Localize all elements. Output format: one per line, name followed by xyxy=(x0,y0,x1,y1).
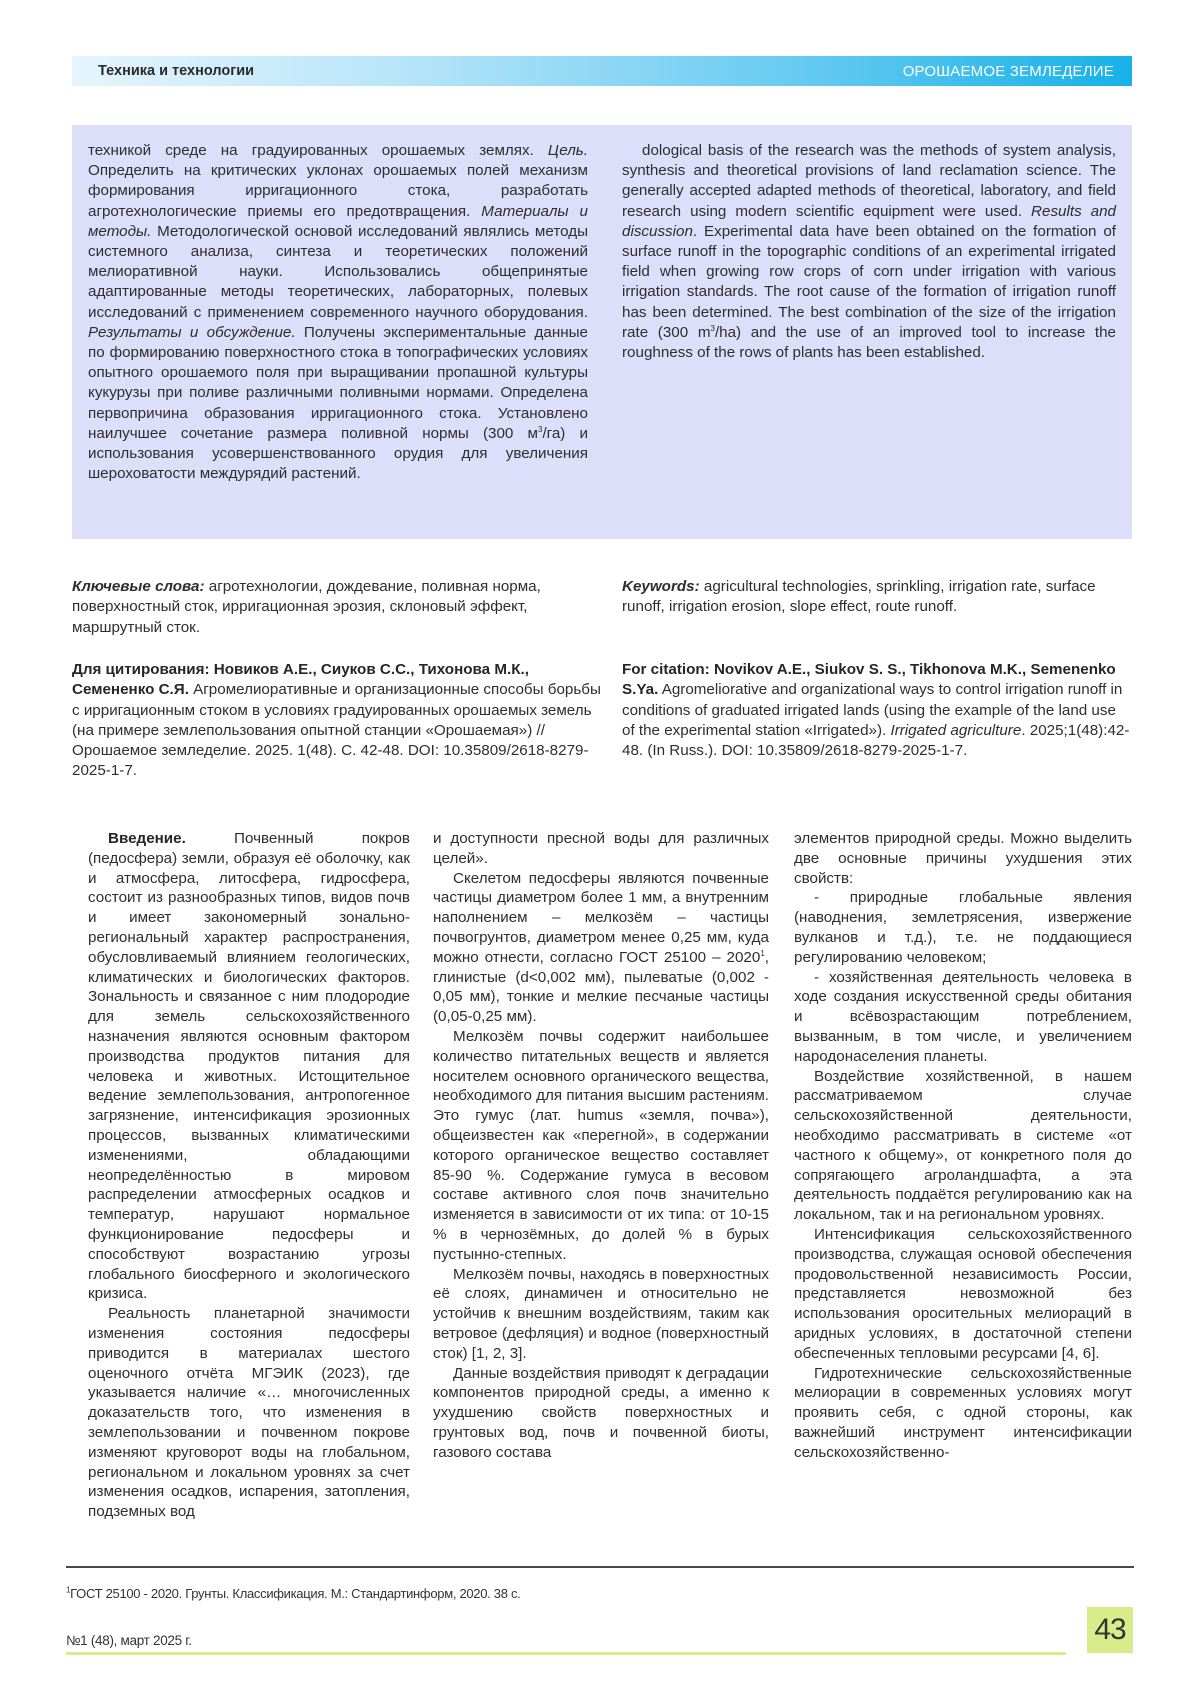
paragraph: Реальность планетарной значимости изменения состояния педосферы приводится в материалах шестого оценочного отчёта МГЭИК (2023), где указывается наличие «… многочисленных доказательств того, что изменения в землепользовании и почвенном покрове изменяют круговорот воды на глобальном, региональном и локальном уровнях за счет изменения осадков, испарения, затопления, подземных вод xyxy=(88,1305,410,1521)
footnote-text: ГОСТ 25100 - 2020. Грунты. Классификация. М.: Стандартинформ, 2020. 38 с. xyxy=(70,1586,521,1601)
citation-en xyxy=(622,660,1132,761)
abstract-ru xyxy=(88,141,588,484)
keywords-ru-label: Ключевые слова: xyxy=(72,578,205,595)
results-end: /га) и использования усовершенствованного орудия для увеличения шероховатости междурядий растений. xyxy=(88,424,589,483)
paragraph xyxy=(88,829,410,1304)
page-number: 43 xyxy=(1087,1607,1133,1653)
keywords-ru xyxy=(72,577,612,638)
paragraph: Интенсификация сельскохозяйственного производства, служащая основой обеспечения продовольственной независимость России, представляется невозможной без использования оросительных мелиораций в аридных условиях, в достаточной степени обеспеченных тепловыми ресурсами [4, 6]. xyxy=(794,1225,1132,1362)
journal-title: ОРОШАЕМОЕ ЗЕМЛЕДЕЛИЕ xyxy=(902,62,1114,80)
citation-en-authors: For citation: Novikov A.E., Siukov S. S., Tikhonova M.K., Semenenko S.Ya. xyxy=(622,661,1116,699)
methods-text: Методологической основой исследований являлись методы системного анализа, синтеза и теоретических положений мелиоративной науки. Использовались общепринятые адаптированные методы теоретических, лабораторных, полевых исследований с применением современного научного оборудования. xyxy=(88,222,588,321)
footnote-ref[interactable]: 1 xyxy=(760,948,765,958)
abstract-en xyxy=(622,141,1116,363)
body-column-3 xyxy=(794,829,1132,1463)
citation-ru-text: Агромелиоративные и организационные способы борьбы с ирригационным стоком в условиях градуированных орошаемых земель (на примере землепользования опытной станции «Орошаемая») // Орошаемое земледелие. 2025. 1(48). С. 42-48. DOI: 10.35809/2618-8279-2025-1-7. xyxy=(72,681,601,780)
results-label: Результаты и обсуждение. xyxy=(88,323,296,341)
footnote xyxy=(66,1586,520,1601)
citation-en-journal: Irrigated agriculture xyxy=(890,721,1022,739)
paragraph: Воздействие хозяйственной, в нашем рассматриваемом случае сельскохозяйственной деятельности, необходимо рассматривать в системе «от частного к общему», от конкретного поля до сопрягающего агроландшафта, а эта деятельность поддаётся регулированию как на локальном, так и на региональном уровнях. xyxy=(794,1067,1132,1224)
body-column-2 xyxy=(433,829,769,1463)
results-text: Получены экспериментальные данные по формированию поверхностного стока в топографических условиях опытного орошаемого поля при выращивании пропашной культуры кукурузы при поливе различными поливными нормами. Определена первопричина образования ирригационного стока. Установлено наилучшее сочетание размера поливной нормы (300 м xyxy=(88,323,589,442)
paragraph-text: Почвенный покров (педосфера) земли, образуя её оболочку, как и атмосфера, литосфера, гидросфера, состоит из разнообразных типов, видов почв и имеет закономерный зонально-региональный характер распространения, обусловливаемый влиянием геологических, климатических и биологических факторов. Зональность и связанное с ним плодородие для земель сельскохозяйственного назначения являются основным фактором производства продуктов питания для человека и животных. Истощительное ведение землепользования, антропогенное загрязнение, интенсификация эрозионных процессов, вызванных климатическими изменениями, обладающими неопределённостью в мировом распределении атмосферных осадков и температур, нарушают нормальное функционирование педосферы и способствуют возрастанию угрозы глобального биосферного и экологического кризиса. xyxy=(88,830,410,1303)
keywords-en-label: Keywords: xyxy=(622,578,700,595)
abstract-box xyxy=(72,125,1132,539)
keywords-en xyxy=(622,577,1132,618)
paragraph: и доступности пресной воды для различных целей». xyxy=(433,830,769,867)
goal-label: Цель. xyxy=(547,142,588,159)
citation-ru xyxy=(72,660,612,782)
list-item: - хозяйственная деятельность человека в ходе создания искусственной среды обитания и всёвозрастающим потреблением, вызванным, в том числе, и увеличением народонаселения планеты. xyxy=(794,968,1132,1065)
footer-divider xyxy=(66,1652,1066,1655)
paragraph: Мелкозём почвы содержит наибольшее количество питательных веществ и является носителем основного органического вещества, необходимого для питания высшим растениям. Это гумус (лат. humus «земля, почва»), общеизвестен как «перегной», в содержании которого органическое вещество составляет 85-90 %. Содержание гумуса в весовом составе активного слоя почв значительно изменяется в зависимости от их типа: от 10-15 % в чернозёмных, до долей % в бурых пустынно-степных. xyxy=(433,1027,769,1263)
citation-en-tail: . 2025;1(48):42-48. (In Russ.). DOI: 10.35809/2618-8279-2025-1-7. xyxy=(622,721,1130,760)
issue-info: №1 (48), март 2025 г. xyxy=(66,1633,192,1648)
paragraph-text: Скелетом педосферы являются почвенные частицы диаметром более 1 мм, а внутренним наполнением – мелкозём – частицы почвогрунтов, диаметром менее 0,25 мм, куда можно отнести, согласно ГОСТ 25100 – 2020 xyxy=(433,869,769,966)
footnote-marker: 1 xyxy=(66,1585,71,1595)
keywords-ru-text: агротехнологии, дождевание, поливная норма, поверхностный сток, ирригационная эрозия, склоновый эффект, маршрутный сток. xyxy=(72,578,541,636)
footnote-divider xyxy=(66,1566,1134,1568)
paragraph: элементов природной среды. Можно выделить две основные причины ухудшения этих свойств: xyxy=(794,830,1132,887)
paragraph-text: , глинистые (d<0,002 мм), пылеватые (0,002 - 0,05 мм), тонкие и мелкие песчаные частицы (0,05-0,25 мм). xyxy=(433,948,769,1026)
results-label-en: Results and discussion xyxy=(622,202,1116,240)
list-item: - природные глобальные явления (наводнения, землетрясения, извержение вулканов и т.д.), т.е. не поддающиеся регулированию человеком; xyxy=(794,889,1132,966)
abstract-en-mid: . Experimental data have been obtained on the formation of surface runoff in the topographic conditions of an experimental irrigated field when growing row crops of corn under irrigation with various irrigation standards. The root cause of the formation of irrigation runoff has been determined. The best combination of the size of the irrigation rate (300 m xyxy=(622,222,1116,341)
abstract-ru-text: техникой среде на градуированных орошаемых землях. xyxy=(88,142,548,159)
paragraph: Данные воздействия приводят к деградации компонентов природной среды, а именно к ухудшению свойств поверхностных и грунтовых вод, почв и почвенной биоты, газового состава xyxy=(433,1364,769,1461)
abstract-en-end: /ha) and the use of an improved tool to increase the roughness of the rows of plants has been established. xyxy=(622,323,1116,362)
keywords-en-text: agricultural technologies, sprinkling, irrigation rate, surface runoff, irrigation erosion, slope effect, route runoff. xyxy=(622,578,1096,616)
body-column-1 xyxy=(88,829,410,1522)
intro-heading: Введение. xyxy=(108,830,186,847)
citation-en-text: Agromeliorative and organizational ways to control irrigation runoff in conditions of graduated irrigated lands (using the example of the land use of the experimental station «Irrigated»). xyxy=(622,681,1123,739)
paragraph: Гидротехнические сельскохозяйственные мелиорации в современных условиях могут проявить себя, с одной стороны, как важнейший инструмент интенсификации сельскохозяйственно- xyxy=(794,1364,1132,1461)
paragraph: Мелкозём почвы, находясь в поверхностных её слоях, динамичен и относительно не устойчив к внешним воздействиям, таким как ветровое (дефляция) и водное (поверхностный сток) [1, 2, 3]. xyxy=(433,1265,769,1362)
superscript: 3 xyxy=(537,424,543,434)
methods-label: Материалы и методы. xyxy=(88,202,588,240)
goal-text: Определить на критических уклонах орошаемых полей механизм формирования ирригационного стока, разработать агротехнологические приемы его предотвращения. xyxy=(88,162,588,220)
running-header xyxy=(72,56,1132,86)
citation-ru-authors: Для цитирования: Новиков А.Е., Сиуков С.С., Тихонова М.К., Семененко С.Я. xyxy=(72,661,529,699)
paragraph xyxy=(433,869,769,1027)
abstract-en-text: dological basis of the research was the methods of system analysis, synthesis and theoretical provisions of land reclamation science. The generally accepted adapted methods of theoretical, laboratory, and field research using modern scientific equipment were used. xyxy=(622,142,1116,220)
section-title: Техника и технологии xyxy=(98,63,255,79)
superscript: 3 xyxy=(710,323,715,333)
